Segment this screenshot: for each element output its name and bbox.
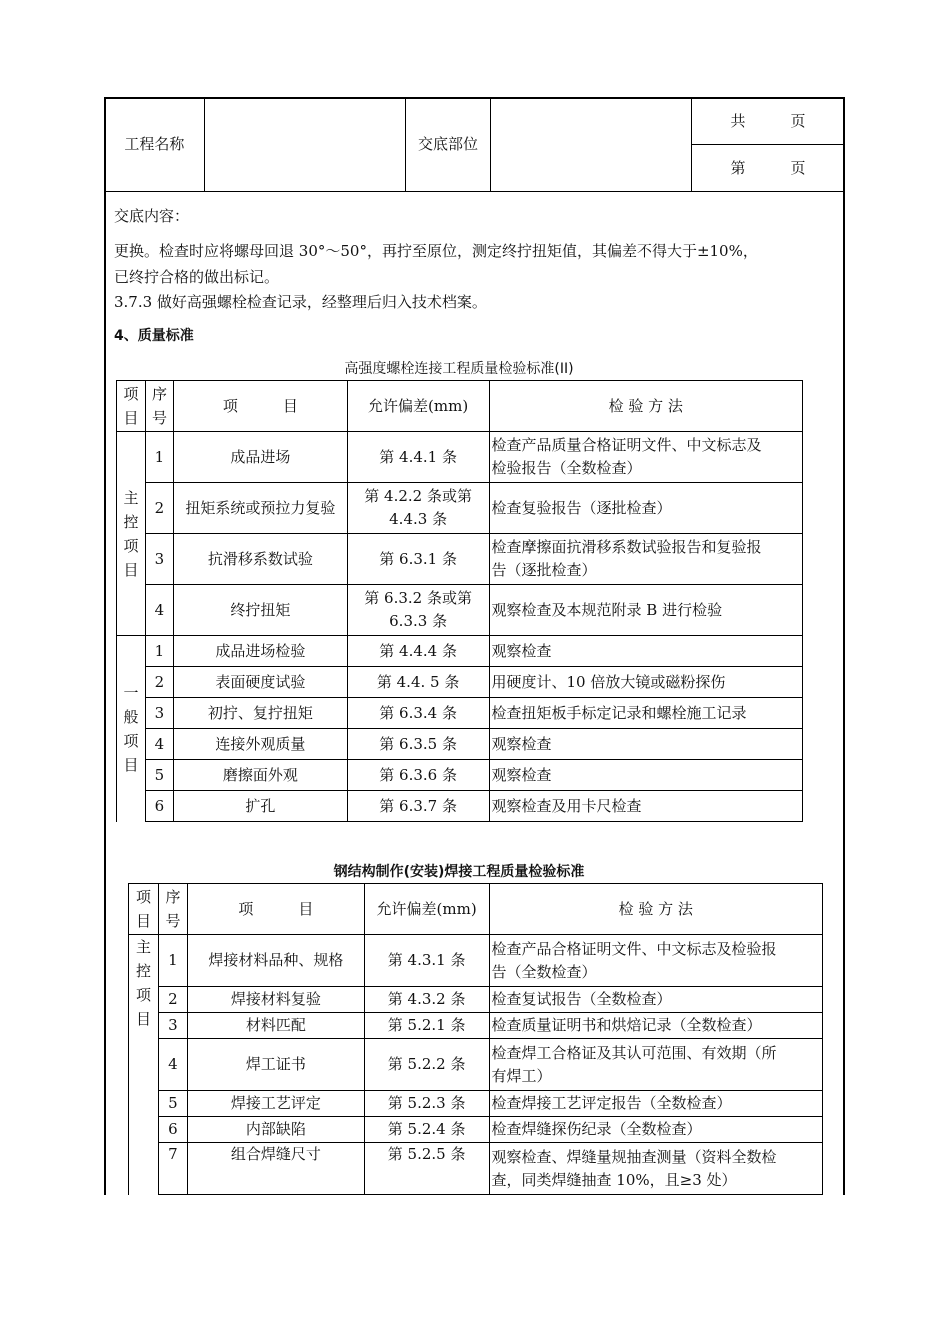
group-main-control: 主 控 项 目	[129, 935, 159, 1195]
header-item: 项 目	[117, 381, 146, 432]
row-tolerance: 第 4.4. 5 条	[347, 667, 489, 698]
header-tolerance: 允许偏差(mm)	[347, 381, 489, 432]
row-no: 5	[158, 1091, 187, 1117]
row-item: 焊接材料品种、规格	[187, 935, 364, 987]
row-no: 6	[158, 1117, 187, 1143]
content-para2: 3.7.3 做好高强螺栓检查记录，经整理后归入技术档案。	[114, 293, 487, 311]
content-para1-line2: 已终拧合格的做出标记。	[114, 268, 280, 286]
row-tolerance: 第 5.2.3 条	[364, 1091, 489, 1117]
row-no: 2	[145, 483, 173, 534]
row-no: 3	[145, 698, 173, 729]
row-no: 4	[145, 585, 173, 636]
disclosure-part-value	[491, 98, 692, 192]
row-method: 检查复验报告（逐批检查）	[489, 483, 802, 534]
row-method: 检查焊接工艺评定报告（全数检查）	[489, 1091, 822, 1117]
row-method: 检查复试报告（全数检查）	[489, 987, 822, 1013]
row-tolerance: 第 6.3.1 条	[347, 534, 489, 585]
row-item: 焊接材料复验	[187, 987, 364, 1013]
row-no: 3	[158, 1013, 187, 1039]
row-no: 1	[145, 432, 173, 483]
total-pages: 共 页	[692, 98, 845, 145]
welding-quality-table	[128, 883, 823, 1195]
row-tolerance: 第 4.4.4 条	[347, 636, 489, 667]
bolt-quality-table	[116, 380, 803, 822]
row-method: 观察检查	[489, 729, 802, 760]
disclosure-part-label: 交底部位	[405, 98, 491, 192]
header-seq: 序 号	[158, 884, 187, 935]
row-item: 组合焊缝尺寸	[187, 1143, 364, 1195]
content-label: 交底内容：	[114, 207, 190, 225]
row-tolerance: 第 6.3.7 条	[347, 791, 489, 822]
row-no: 4	[158, 1039, 187, 1091]
header-seq: 序 号	[145, 381, 173, 432]
row-no: 3	[145, 534, 173, 585]
row-tolerance: 第 4.2.2 条或第 4.4.3 条	[347, 483, 489, 534]
row-method: 检查摩擦面抗滑移系数试验报告和复验报 告（逐批检查）	[489, 534, 802, 585]
row-tolerance: 第 6.3.5 条	[347, 729, 489, 760]
project-name-value	[204, 98, 405, 192]
header-project: 项 目	[173, 381, 347, 432]
header-method: 检 验 方 法	[489, 884, 822, 935]
row-no: 4	[145, 729, 173, 760]
row-tolerance: 第 6.3.4 条	[347, 698, 489, 729]
row-item: 成品进场检验	[173, 636, 347, 667]
row-item: 终拧扭矩	[173, 585, 347, 636]
section-4-heading: 4、质量标准	[114, 328, 194, 344]
row-tolerance: 第 4.4.1 条	[347, 432, 489, 483]
row-method: 用硬度计、10 倍放大镜或磁粉探伤	[489, 667, 802, 698]
row-tolerance: 第 5.2.4 条	[364, 1117, 489, 1143]
row-method: 观察检查及本规范附录 B 进行检验	[489, 585, 802, 636]
row-item: 扭矩系统或预拉力复验	[173, 483, 347, 534]
row-no: 7	[158, 1143, 187, 1195]
row-method: 观察检查	[489, 760, 802, 791]
row-no: 2	[145, 667, 173, 698]
row-item: 磨擦面外观	[173, 760, 347, 791]
row-tolerance: 第 5.2.2 条	[364, 1039, 489, 1091]
table1-title: 高强度螺栓连接工程质量检验标准(II)	[344, 361, 574, 377]
row-tolerance: 第 5.2.1 条	[364, 1013, 489, 1039]
row-no: 1	[145, 636, 173, 667]
row-item: 表面硬度试验	[173, 667, 347, 698]
row-method: 检查扭矩板手标定记录和螺栓施工记录	[489, 698, 802, 729]
row-tolerance: 第 4.3.1 条	[364, 935, 489, 987]
row-tolerance: 第 6.3.2 条或第 6.3.3 条	[347, 585, 489, 636]
project-name-label: 工程名称	[105, 98, 205, 192]
group-general: 一 般 项 目	[117, 636, 146, 822]
header-table	[104, 97, 845, 192]
row-method: 检查质量证明书和烘焙记录（全数检查）	[489, 1013, 822, 1039]
row-item: 抗滑移系数试验	[173, 534, 347, 585]
row-no: 5	[145, 760, 173, 791]
row-item: 焊接工艺评定	[187, 1091, 364, 1117]
content-para1-line1: 更换。检查时应将螺母回退 30°～50°，再拧至原位，测定终拧扭矩值，其偏差不得大于±10%，	[114, 242, 758, 260]
row-tolerance: 第 4.3.2 条	[364, 987, 489, 1013]
row-tolerance: 第 6.3.6 条	[347, 760, 489, 791]
row-tolerance: 第 5.2.5 条	[364, 1143, 489, 1195]
header-project: 项 目	[187, 884, 364, 935]
row-item: 内部缺陷	[187, 1117, 364, 1143]
header-method: 检 验 方 法	[489, 381, 802, 432]
row-method: 检查焊工合格证及其认可范围、有效期（所 有焊工）	[489, 1039, 822, 1091]
row-item: 连接外观质量	[173, 729, 347, 760]
row-no: 1	[158, 935, 187, 987]
row-no: 6	[145, 791, 173, 822]
row-method: 观察检查、焊缝量规抽查测量（资料全数检 查，同类焊缝抽查 10%，且≥3 处）	[489, 1143, 822, 1195]
row-method: 检查产品合格证明文件、中文标志及检验报 告（全数检查）	[489, 935, 822, 987]
row-item: 材料匹配	[187, 1013, 364, 1039]
row-item: 焊工证书	[187, 1039, 364, 1091]
row-item: 初拧、复拧扭矩	[173, 698, 347, 729]
row-no: 2	[158, 987, 187, 1013]
row-method: 观察检查及用卡尺检查	[489, 791, 802, 822]
row-item: 成品进场	[173, 432, 347, 483]
row-method: 观察检查	[489, 636, 802, 667]
row-method: 检查产品质量合格证明文件、中文标志及 检验报告（全数检查）	[489, 432, 802, 483]
header-tolerance: 允许偏差(mm)	[364, 884, 489, 935]
table2-title: 钢结构制作(安装)焊接工程质量检验标准	[333, 864, 585, 880]
group-main-control: 主 控 项 目	[117, 432, 146, 636]
page-number: 第 页	[692, 145, 845, 192]
header-item: 项 目	[129, 884, 159, 935]
row-method: 检查焊缝探伤纪录（全数检查）	[489, 1117, 822, 1143]
row-item: 扩孔	[173, 791, 347, 822]
